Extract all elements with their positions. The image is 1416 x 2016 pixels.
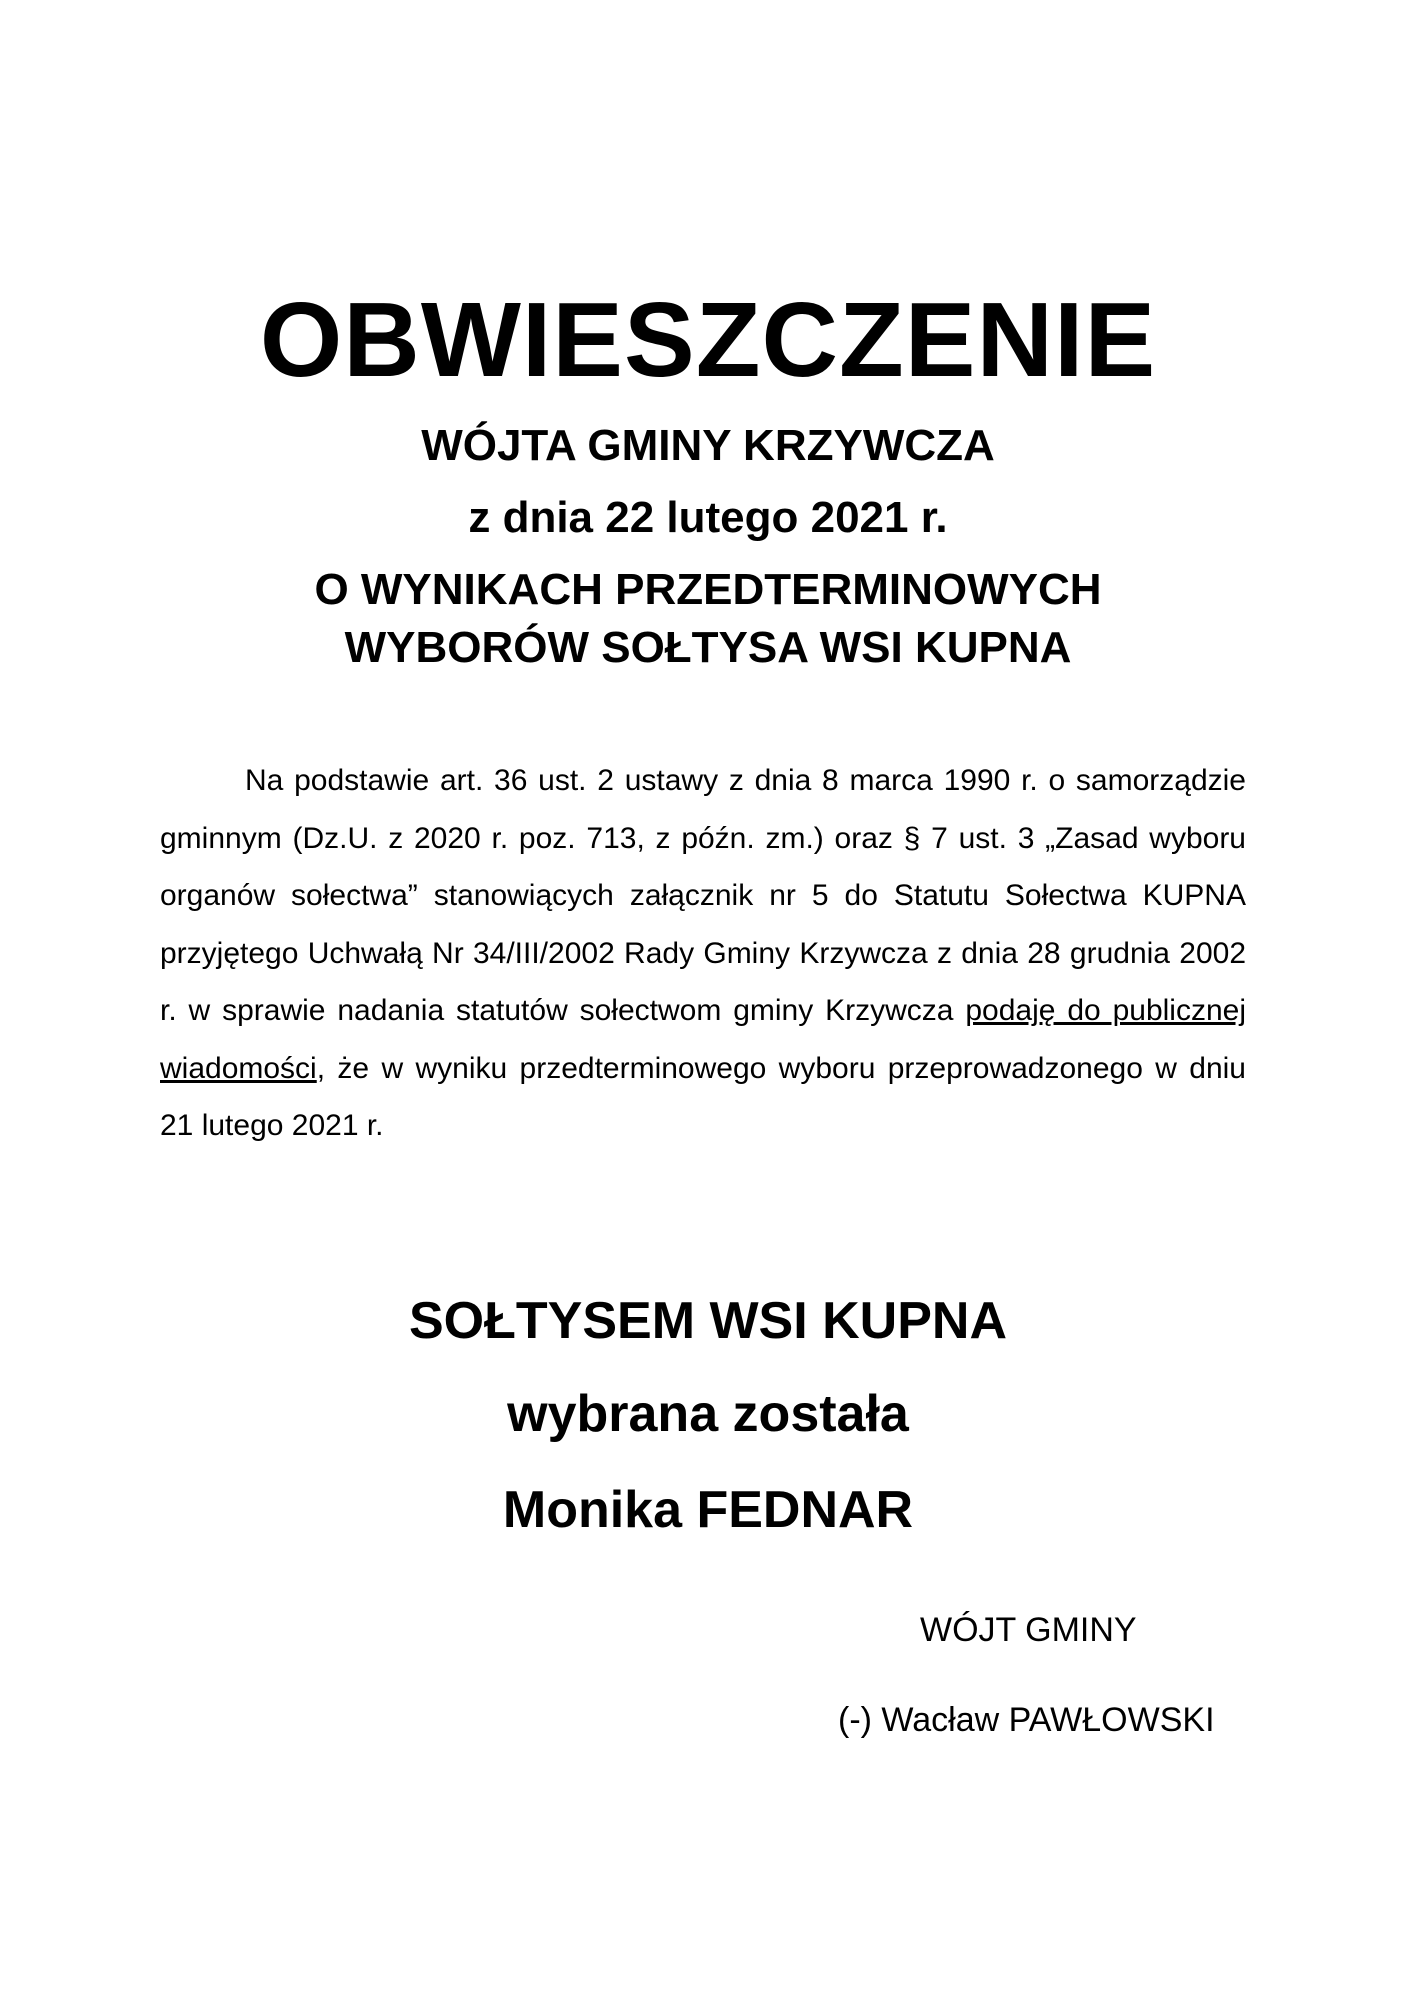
body-text-underlined: podaję do publicznej wiadomości: [160, 994, 1247, 1085]
issuer-heading: WÓJTA GMINY KRZYWCZA: [421, 421, 995, 470]
result-heading: SOŁTYSEM WSI KUPNA: [408, 1292, 1008, 1350]
document-title: OBWIESZCZENIE: [259, 281, 1157, 399]
date-heading: z dnia 22 lutego 2021 r.: [468, 493, 948, 542]
body-text-start: Na podstawie art. 36 ust. 2 ustawy z dnia 8 marca 1990 r. o samorządzie gminnym (Dz.U. z 2020 r. poz. 713, z późn. zm.) oraz § 7 ust. 3 „Zasad wyboru organów sołectwa” stanowiących załącznik nr 5 do Statutu Sołectwa KUPNA przyjętego Uchwałą Nr 34/III/2002 Rady Gminy Krzywcza z dnia 28 grudnia 2002 r. w sprawie nadania statutów sołectwom gminy Krzywcza: [160, 764, 1246, 1027]
body-text-end: , że w wyniku przedterminowego wyboru przeprowadzonego w dniu 21 lutego 2021 r.: [160, 1051, 1246, 1142]
subject-heading-line2: WYBORÓW SOŁTYSA WSI KUPNA: [344, 623, 1072, 672]
signature-office: WÓJT GMINY: [920, 1611, 1137, 1649]
result-statement: wybrana została: [507, 1385, 909, 1443]
subject-heading-line1: O WYNIKACH PRZEDTERMINOWYCH: [314, 565, 1102, 614]
signature-name: (-) Wacław PAWŁOWSKI: [838, 1701, 1215, 1739]
body-paragraph: [160, 752, 1246, 1155]
elected-person-name: Monika FEDNAR: [502, 1481, 914, 1539]
